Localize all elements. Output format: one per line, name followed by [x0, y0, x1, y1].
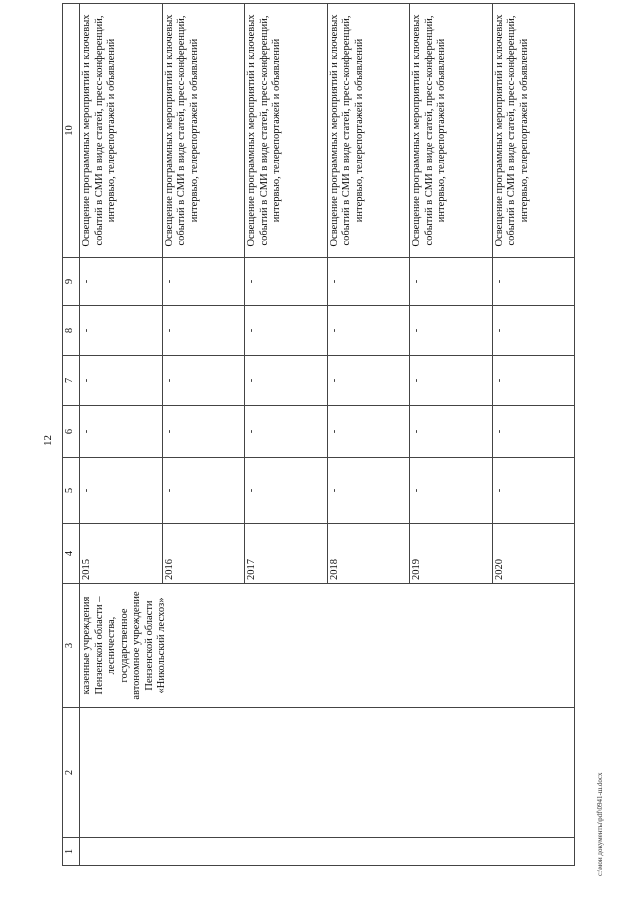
value-cell: -: [327, 406, 410, 458]
value-cell: -: [410, 458, 493, 524]
description-cell: Освещение программных мероприятий и ключевых событий в СМИ в виде статей, пресс-конференций, интервью, телерепортажей и объявлений: [80, 4, 163, 258]
value-cell: -: [492, 258, 575, 306]
page-number: 12: [42, 435, 54, 446]
header-cell: 10: [63, 4, 80, 258]
description-cell: Освещение программных мероприятий и ключевых событий в СМИ в виде статей, пресс-конференций, интервью, телерепортажей и объявлений: [162, 4, 245, 258]
col1-cell: [80, 838, 575, 866]
value-cell: -: [245, 306, 328, 356]
description-cell: Освещение программных мероприятий и ключевых событий в СМИ в виде статей, пресс-конференций, интервью, телерепортажей и объявлений: [410, 4, 493, 258]
col2-cell: [80, 708, 575, 838]
value-cell: -: [162, 458, 245, 524]
year-cell: 2017: [245, 524, 328, 584]
value-cell: -: [492, 356, 575, 406]
value-cell: -: [162, 306, 245, 356]
header-cell: 3: [63, 584, 80, 708]
year-cell: 2016: [162, 524, 245, 584]
value-cell: -: [327, 356, 410, 406]
value-cell: -: [162, 406, 245, 458]
value-cell: -: [80, 258, 163, 306]
value-cell: -: [327, 458, 410, 524]
header-cell: 4: [63, 524, 80, 584]
value-cell: -: [80, 306, 163, 356]
value-cell: -: [80, 458, 163, 524]
value-cell: -: [327, 258, 410, 306]
value-cell: -: [245, 258, 328, 306]
value-cell: -: [410, 306, 493, 356]
year-cell: 2015: [80, 524, 163, 584]
header-cell: 5: [63, 458, 80, 524]
year-cell: 2018: [327, 524, 410, 584]
header-cell: 1: [63, 838, 80, 866]
description-cell: Освещение программных мероприятий и ключевых событий в СМИ в виде статей, пресс-конференций, интервью, телерепортажей и объявлений: [327, 4, 410, 258]
value-cell: -: [410, 356, 493, 406]
value-cell: -: [492, 406, 575, 458]
value-cell: -: [492, 306, 575, 356]
table-row: [80, 4, 163, 866]
description-cell: Освещение программных мероприятий и ключевых событий в СМИ в виде статей, пресс-конференций, интервью, телерепортажей и объявлений: [245, 4, 328, 258]
footer-file-path: c:\мои документы\pdf\0941-ш.docx: [596, 772, 604, 876]
value-cell: -: [162, 258, 245, 306]
program-table: [62, 3, 575, 866]
description-cell: Освещение программных мероприятий и ключевых событий в СМИ в виде статей, пресс-конференций, интервью, телерепортажей и объявлений: [492, 4, 575, 258]
value-cell: -: [162, 356, 245, 406]
header-row: [63, 4, 80, 866]
header-cell: 6: [63, 406, 80, 458]
value-cell: -: [80, 406, 163, 458]
header-cell: 7: [63, 356, 80, 406]
value-cell: -: [492, 458, 575, 524]
header-cell: 9: [63, 258, 80, 306]
value-cell: -: [80, 356, 163, 406]
year-cell: 2019: [410, 524, 493, 584]
value-cell: -: [410, 406, 493, 458]
value-cell: -: [327, 306, 410, 356]
value-cell: -: [245, 356, 328, 406]
year-cell: 2020: [492, 524, 575, 584]
value-cell: -: [410, 258, 493, 306]
table-sheet: [62, 4, 575, 866]
header-cell: 8: [63, 306, 80, 356]
value-cell: -: [245, 458, 328, 524]
header-cell: 2: [63, 708, 80, 838]
value-cell: -: [245, 406, 328, 458]
institution-cell: казенные учреждения Пензенской области – лесничества, государственное автономное учреждение Пензенской области «Никольский лесхоз»: [80, 584, 575, 708]
